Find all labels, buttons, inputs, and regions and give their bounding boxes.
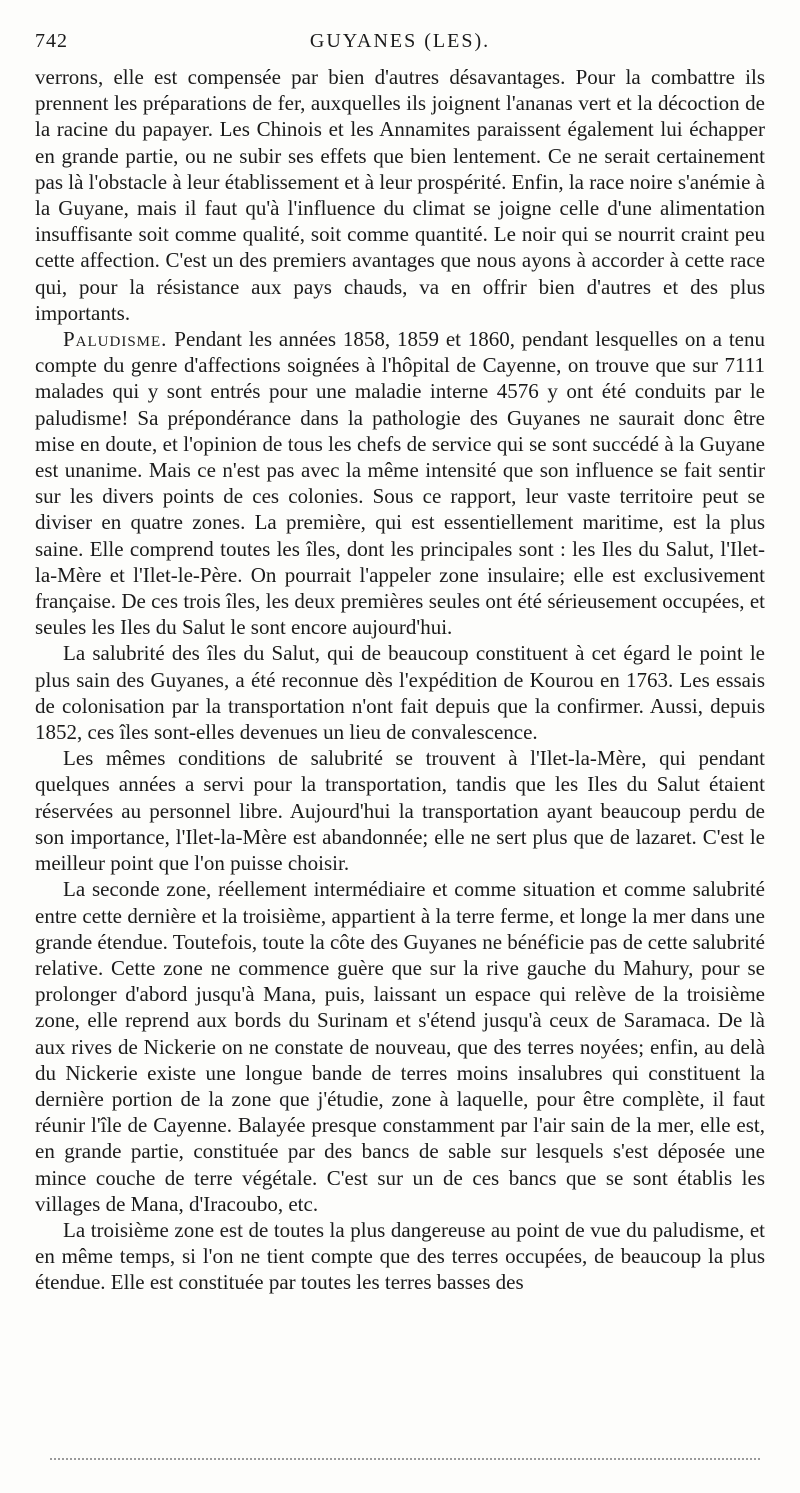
paragraph: verrons, elle est compensée par bien d'autres désavantages. Pour la combattre ils prennent les préparations de fer, auxquelles ils joignent l'ananas vert et la décoction de la racine du papayer. Les Chinois et les Annamites paraissent également lui échapper en grande partie, ou ne subir ses effets que bien lentement. Ce ne serait certainement pas là l'obstacle à leur établissement et à leur prospérité. Enfin, la race noire s'anémie à la Guyane, mais il faut qu'à l'influence du climat se joigne celle d'une alimentation insuffisante soit comme qualité, soit comme quantité. Le noir qui se nourrit craint peu cette affection. C'est un des premiers avantages que nous ayons à accorder à cette race qui, pour la résistance aux pays chauds, va en offrir bien d'autres et des plus importants. (35, 65, 766, 325)
footer-rule (50, 1458, 760, 1460)
body-text (35, 64, 765, 1296)
paragraph: La seconde zone, réellement intermédiaire et comme situation et comme salubrité entre cette dernière et la troisième, appartient à la terre ferme, et longe la mer dans une grande étendue. Toutefois, toute la côte des Guyanes ne bénéficie pas de cette salubrité relative. Cette zone ne commence guère que sur la rive gauche du Mahury, pour se prolonger d'abord jusqu'à Mana, puis, laissant un espace qui relève de la troisième zone, elle reprend aux bords du Surinam et s'étend jusqu'à ceux de Saramaca. De là aux rives de Nickerie on ne constate de nouveau, que des terres noyées; enfin, au delà du Nickerie existe une longue bande de terres moins insalubres qui constituent la dernière portion de la zone que j'étudie, zone à laquelle, pour être complète, il faut réunir l'île de Cayenne. Balayée presque constamment par l'air sain de la mer, elle est, en grande partie, constituée par des bancs de sable sur lesquels s'est déposée une mince couche de terre végétale. C'est sur un de ces bancs que se sont établis les villages de Mana, d'Iracoubo, etc. (35, 877, 765, 1216)
page-header (35, 30, 765, 60)
section-lead: Paludisme. (63, 327, 168, 352)
paragraph-text: Pendant les années 1858, 1859 et 1860, pendant lesquelles on a tenu compte du genre d'affections soignées à l'hôpital de Cayenne, on trouve que sur 7111 malades qui y sont entrés pour une maladie interne 4576 y ont été conduits par le paludisme! Sa prépondérance dans la pathologie des Guyanes ne saurait donc être mise en doute, et l'opinion de tous les chefs de service qui se sont succédé à la Guyane est unanime. Mais ce n'est pas avec la même intensité que son influence se fait sentir sur les divers points de ces colonies. Sous ce rapport, leur vaste territoire peut se diviser en quatre zones. La première, qui est essentiellement maritime, est la plus saine. Elle comprend toutes les îles, dont les principales sont : les Iles du Salut, l'Ilet-la-Mère et l'Ilet-le-Père. On pourrait l'appeler zone insulaire; elle est exclusivement française. De ces trois îles, les deux premières seules ont été sérieusement occupées, et seules les Iles du Salut le sont encore aujourd'hui. (35, 327, 765, 640)
paragraph: La troisième zone est de toutes la plus dangereuse au point de vue du paludisme, et en même temps, si l'on ne tient compte que des terres occupées, de beaucoup la plus étendue. Elle est constituée par toutes les terres basses des (35, 1217, 765, 1295)
page-number: 742 (35, 30, 68, 52)
paragraph: La salubrité des îles du Salut, qui de beaucoup constituent à cet égard le point le plus sain des Guyanes, a été reconnue dès l'expédition de Kourou en 1763. Les essais de colonisation par la transportation n'ont fait depuis que la confirmer. Aussi, depuis 1852, ces îles sont-elles devenues un lieu de convalescence. (35, 641, 765, 745)
paragraph: Les mêmes conditions de salubrité se trouvent à l'Ilet-la-Mère, qui pendant quelques années a servi pour la transportation, tandis que les Iles du Salut étaient réservées au personnel libre. Aujourd'hui la transportation ayant beaucoup perdu de son importance, l'Ilet-la-Mère est abandonnée; elle ne sert plus que de lazaret. C'est le meilleur point que l'on puisse choisir. (35, 746, 765, 876)
paragraph (35, 326, 765, 640)
running-title: GUYANES (LES). (309, 30, 491, 52)
